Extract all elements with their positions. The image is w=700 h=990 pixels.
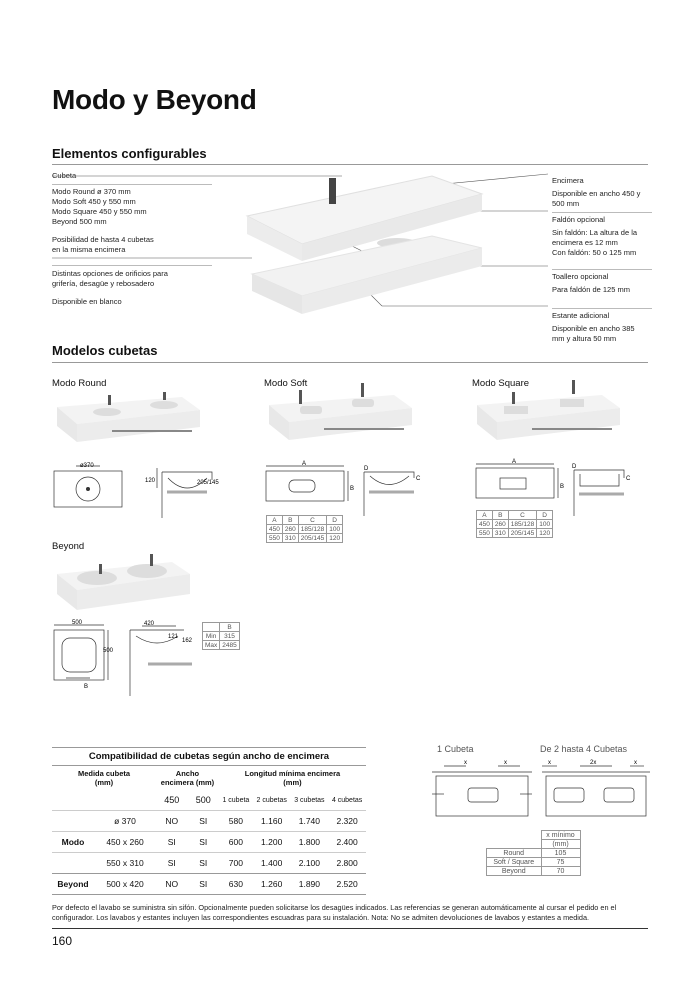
spacing-diagram <box>432 758 650 820</box>
model-square-label: Modo Square <box>472 378 530 389</box>
dim-beyond-b: B <box>84 684 89 690</box>
compat-title: Compatibilidad de cubetas según ancho de encimera <box>52 747 366 766</box>
callout-faldon-desc: Sin faldón: La altura de la encimera es 12 mm Con faldón: 50 o 125 mm <box>552 228 638 257</box>
spacing-x1: x <box>464 760 467 766</box>
footnote: Por defecto el lavabo se suministra sin sifón. Opcionalmente pueden solicitarse los desagües indicados. Las referencias se generan automáticamente al cursar el pedido en el configurador. Los lavabos y estantes incluyen las correspondientes escuadras para su instalación. Nota: No se admiten devoluciones de lavabos y estantes a medida. <box>52 903 617 922</box>
spacing-many-label: De 2 hasta 4 Cubetas <box>540 744 628 754</box>
soft-drawing <box>264 458 424 518</box>
callout-toallero: Toallero opcional <box>552 269 652 282</box>
dim-square-c: C <box>626 476 631 482</box>
dim-square-b: B <box>560 484 565 490</box>
spacing-table: x mínimo (mm) Round 105 Soft / Square 75 Beyond 70 <box>486 830 581 876</box>
hero-illustration <box>52 166 652 338</box>
square-drawing <box>474 458 634 518</box>
model-soft-label: Modo Soft <box>264 378 308 389</box>
table-row: Beyond 500 x 420 NO SI 630 1.260 1.890 2.520 <box>52 874 366 895</box>
spacing-2x: 2x <box>590 760 597 766</box>
dim-beyond-w2: 420 <box>144 621 155 627</box>
callout-encimera-desc: Disponible en ancho 450 y 500 mm <box>552 189 641 208</box>
dim-round-diam: ø370 <box>80 463 94 469</box>
table-row: Soft / Square 75 <box>487 858 581 867</box>
round-photo <box>52 392 202 452</box>
model-beyond-label: Beyond <box>52 541 85 552</box>
dim-soft-a: A <box>302 461 307 467</box>
square-dim-table: A B C D 450 260 185/128 100 550 310 205/145 120 <box>476 510 553 538</box>
square-photo <box>472 380 622 450</box>
round-drawing <box>52 458 222 528</box>
callout-sizes: Modo Round ø 370 mm Modo Soft 450 y 550 mm Modo Square 450 y 550 mm Beyond 500 mm <box>52 184 212 227</box>
beyond-drawing <box>52 618 202 698</box>
dim-beyond-h2: 162 <box>182 638 193 644</box>
model-round-label: Modo Round <box>52 378 107 389</box>
table-row: ø 370 NO SI 580 1.160 1.740 2.320 <box>52 811 366 832</box>
table-row: Round 105 <box>487 849 581 858</box>
section-modelos: Modelos cubetas <box>52 343 158 358</box>
dim-round-depth: 205/145 <box>197 480 219 486</box>
beyond-dim-table: B Min 315 Max 2485 <box>202 622 240 650</box>
section-rule <box>52 164 648 165</box>
callout-color: Disponible en blanco <box>52 297 122 306</box>
compat-table-wrap <box>52 747 366 895</box>
callout-encimera: Encimera <box>552 176 584 185</box>
soft-photo <box>264 380 414 450</box>
faucet-icon <box>329 178 336 204</box>
spacing-one-label: 1 Cubeta <box>437 744 474 754</box>
callout-estante-desc: Disponible en ancho 385 mm y altura 50 mm <box>552 324 635 343</box>
spacing-x4: x <box>634 760 637 766</box>
table-row: 550 x 310 SI SI 700 1.400 2.100 2.800 <box>52 853 366 874</box>
spacing-x3: x <box>548 760 551 766</box>
callout-cubeta: Cubeta <box>52 171 77 180</box>
dim-beyond-w: 500 <box>72 620 83 626</box>
dim-square-d: D <box>572 464 577 470</box>
page-number: 160 <box>52 934 73 948</box>
callout-cubetas: Posibilidad de hasta 4 cubetas en la misma encimera <box>52 235 154 254</box>
dim-soft-b: B <box>350 486 355 492</box>
footer-rule <box>52 928 648 929</box>
callout-toallero-desc: Para faldón de 125 mm <box>552 285 630 294</box>
dim-soft-c: C <box>416 476 421 482</box>
dim-beyond-h: 121 <box>168 634 179 640</box>
callout-orificios: Distintas opciones de orificios para grifería, desagüe y rebosadero <box>52 265 212 289</box>
dim-beyond-d: 500 <box>103 648 114 654</box>
spacing-x2: x <box>504 760 507 766</box>
callout-faldon: Faldón opcional <box>552 212 652 225</box>
table-row: Beyond 70 <box>487 867 581 876</box>
dim-round-h: 120 <box>145 478 156 484</box>
section-rule <box>52 362 648 363</box>
callout-estante: Estante adicional <box>552 308 652 321</box>
dim-square-a: A <box>512 459 517 465</box>
page-title: Modo y Beyond <box>52 84 257 115</box>
beyond-photo <box>52 552 192 617</box>
section-configurables: Elementos configurables <box>52 146 207 161</box>
dim-soft-d: D <box>364 466 369 472</box>
compat-table: Medida cubeta (mm) Ancho encimera (mm) Longitud mínima encimera (mm) 450 500 1 cubeta 2 cubetas 3 cubetas 4 cubetas ø 370 NO SI 580 1.160 1.740 2.320 Modo 450 x 260 SI SI 600 1.200 1.800 2.400 550 x 310 SI SI 700 1.400 2.100 2.800 Beyond 500 x 420 NO SI 630 1.260 1.890 2.520 <box>52 766 366 895</box>
table-row: Modo 450 x 260 SI SI 600 1.200 1.800 2.400 <box>52 832 366 853</box>
soft-dim-table: A B C D 450 260 185/128 100 550 310 205/145 120 <box>266 515 343 543</box>
